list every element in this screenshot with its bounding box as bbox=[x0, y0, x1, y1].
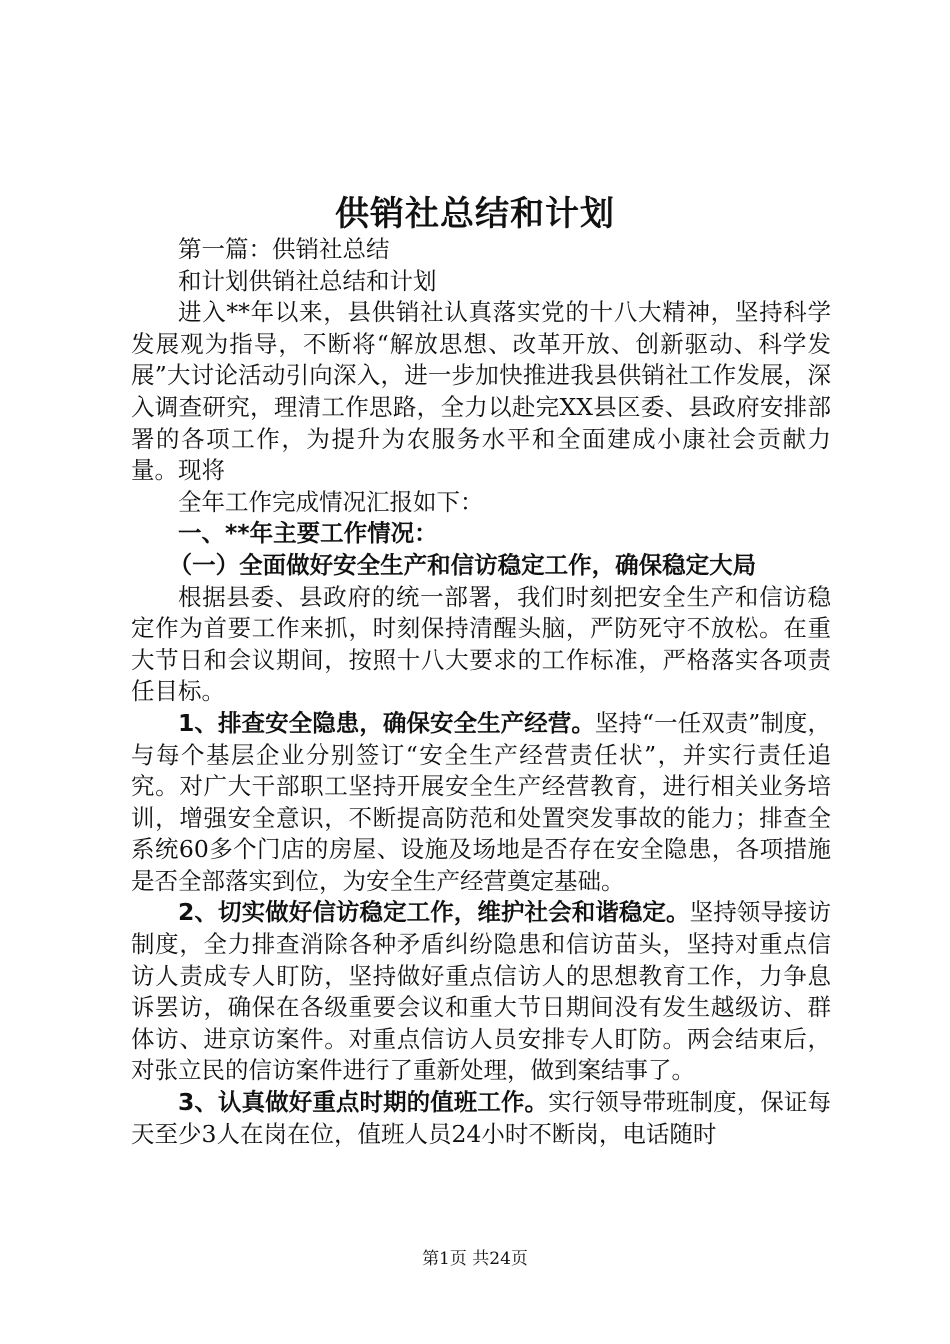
subsection-heading: （一）全面做好安全生产和信访稳定工作，确保稳定大局 bbox=[168, 550, 757, 579]
list-item bbox=[131, 708, 831, 898]
item-text: 坚持“一任双责”制度，与每个基层企业分别签订“安全生产经营责任状”，并实行责任追究。对广大干部职工坚持开展安全生产经营教育，进行相关业务培训，增强安全意识，不断提高防范和处置突发事故的能力；排查全系统60多个门店的房屋、设施及场地是否存在安全隐患，各项措施是否全部落实到位，为安全生产经营奠定基础。 bbox=[131, 708, 831, 895]
paragraph: 根据县委、县政府的统一部署，我们时刻把安全生产和信访稳定作为首要工作来抓，时刻保持清醒头脑，严防死守不放松。在重大节日和会议期间，按照十八大要求的工作标准，严格落实各项责任目标。 bbox=[131, 582, 831, 706]
paragraph: 进入**年以来，县供销社认真落实党的十八大精神，坚持科学发展观为指导，不断将“解放思想、改革开放、创新驱动、科学发展”大讨论活动引向深入，进一步加快推进我县供销社工作发展，深入调查研究，理清工作思路，全力以赴完XX县区委、县政府安排部署的各项工作，为提升为农服务水平和全面建成小康社会贡献力量。现将 bbox=[131, 298, 831, 485]
section-heading: 一、**年主要工作情况： bbox=[178, 519, 438, 548]
list-item bbox=[131, 1087, 831, 1150]
paragraph: 和计划供销社总结和计划 bbox=[178, 266, 437, 295]
document-body bbox=[131, 234, 831, 1150]
document-title: 供销社总结和计划 bbox=[335, 194, 615, 234]
item-lead: 1、排查安全隐患，确保安全生产经营。 bbox=[178, 708, 595, 737]
item-lead: 3、认真做好重点时期的值班工作。 bbox=[178, 1088, 549, 1117]
item-text: 实行领导带班制度，保证每天至少3人在岗在位，值班人员24小时不断岗，电话随时 bbox=[131, 1088, 831, 1148]
paragraph: 第一篇：供销社总结 bbox=[178, 235, 390, 263]
paragraph: 全年工作完成情况汇报如下： bbox=[178, 487, 484, 516]
page-footer: 第1页 共24页 bbox=[422, 1249, 528, 1269]
item-text: 坚持领导接访制度，全力排查消除各种矛盾纠纷隐患和信访苗头，坚持对重点信访人责成专人盯防，坚持做好重点信访人的思想教育工作，力争息诉罢访，确保在各级重要会议和重大节日期间没有发生越级访、群体访、进京访案件。对重点信访人员安排专人盯防。两会结束后，对张立民的信访案件进行了重新处理，做到案结事了。 bbox=[131, 898, 832, 1085]
list-item bbox=[131, 897, 831, 1087]
item-lead: 2、切实做好信访稳定工作，维护社会和谐稳定。 bbox=[178, 898, 690, 927]
